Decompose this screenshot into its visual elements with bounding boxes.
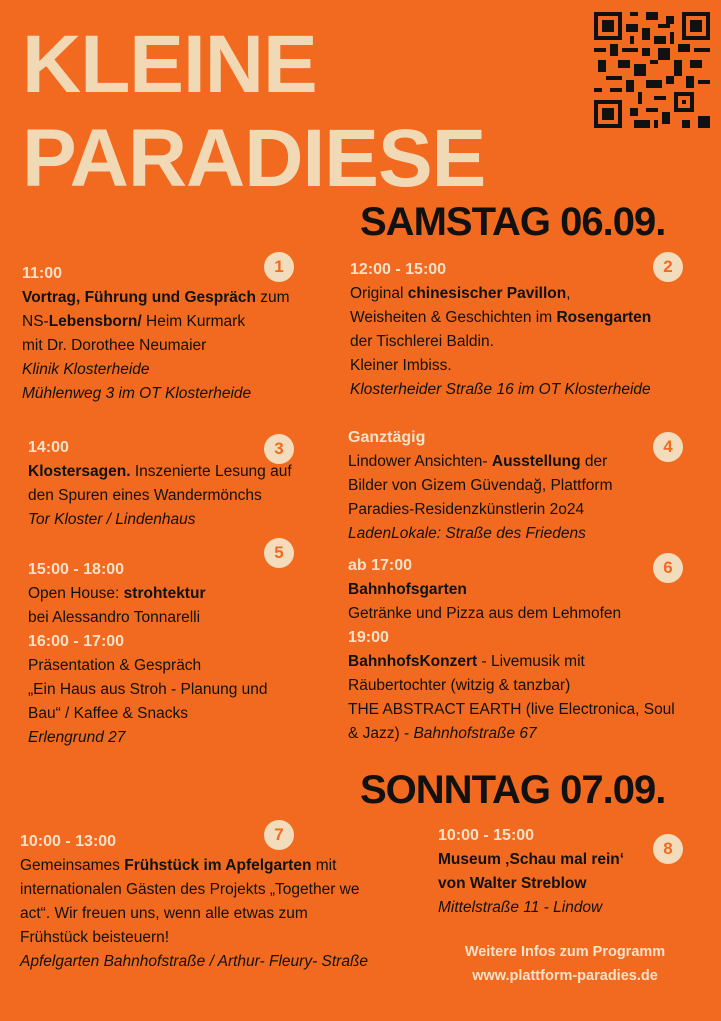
- event-2: [350, 258, 710, 402]
- title-line-1: KLEINE: [22, 19, 317, 110]
- event-4-time: Ganztägig: [348, 429, 426, 446]
- footer-info: [440, 940, 690, 988]
- event-1-speaker: mit Dr. Dorothee Neumaier: [22, 337, 207, 354]
- event-1-text: zum: [255, 289, 290, 306]
- event-1-time: 11:00: [22, 265, 63, 282]
- event-6-time-1: ab 17:00: [348, 557, 413, 574]
- event-6-text: Getränke und Pizza aus dem Lehmofen: [348, 605, 622, 622]
- event-5-time-2: 16:00 - 17:00: [28, 633, 125, 650]
- event-1: [22, 262, 332, 406]
- event-2-highlight: Rosengarten: [556, 309, 652, 326]
- event-4-number-badge: 4: [653, 432, 683, 462]
- poster-title: [22, 18, 485, 206]
- event-6-text: Räubertochter (witzig & tanzbar): [348, 677, 571, 694]
- event-4-text: Paradies-Residenzkünstlerin 2o24: [348, 501, 585, 518]
- event-5-text: Präsentation & Gespräch: [28, 657, 202, 674]
- sunday-heading: SONNTAG 07.09.: [360, 768, 666, 812]
- event-1-address: Mühlenweg 3 im OT Klosterheide: [22, 385, 252, 402]
- event-2-text: Original: [350, 285, 408, 302]
- event-3-time: 14:00: [28, 439, 69, 456]
- event-8-title: Museum ‚Schau mal rein‘: [438, 851, 625, 868]
- event-3-text: den Spuren eines Wandermönchs: [28, 487, 262, 504]
- event-8-time: 10:00 - 15:00: [438, 827, 535, 844]
- event-2-text: Weisheiten & Geschichten im: [350, 309, 557, 326]
- event-8-address: Mittelstraße 11 - Lindow: [438, 899, 603, 916]
- footer-info-text: Weitere Infos zum Programm: [464, 944, 666, 960]
- event-7-text: act“. Wir freuen uns, wenn alle etwas zum: [20, 905, 308, 922]
- event-5-highlight: strohtektur: [123, 585, 206, 602]
- event-2-time: 12:00 - 15:00: [350, 261, 447, 278]
- event-1-title: Vortrag, Führung und Gespräch: [22, 289, 256, 306]
- event-5-text: Bau“ / Kaffee & Snacks: [28, 705, 188, 722]
- event-6-number-badge: 6: [653, 553, 683, 583]
- title-line-2: PARADIESE: [22, 113, 486, 204]
- qr-code-icon[interactable]: [594, 12, 710, 128]
- event-6-text: - Livemusik mit: [477, 653, 585, 670]
- event-5-text: bei Alessandro Tonnarelli: [28, 609, 201, 626]
- event-5-address: Erlengrund 27: [28, 729, 126, 746]
- event-4-text: der: [580, 453, 608, 470]
- event-7-text: Gemeinsames: [20, 857, 125, 874]
- event-3-number-badge: 3: [264, 434, 294, 464]
- event-5-text: Open House:: [28, 585, 124, 602]
- event-7-highlight: Frühstück im Apfelgarten: [124, 857, 312, 874]
- event-2-text: ,: [566, 285, 571, 302]
- event-6-address: Bahnhofstraße 67: [413, 725, 537, 742]
- event-4-highlight: Ausstellung: [491, 453, 581, 470]
- event-1-number-badge: 1: [264, 252, 294, 282]
- event-2-text: Kleiner Imbiss.: [350, 357, 452, 374]
- event-2-text: der Tischlerei Baldin.: [350, 333, 494, 350]
- event-1-text: Heim Kurmark: [141, 313, 246, 330]
- event-7: [20, 830, 425, 974]
- event-7-time: 10:00 - 13:00: [20, 833, 117, 850]
- event-4-text: Lindower Ansichten-: [348, 453, 492, 470]
- event-4: [348, 426, 648, 546]
- event-5: [28, 558, 338, 750]
- event-4-location: LadenLokale: Straße des Friedens: [348, 525, 586, 542]
- event-5-time-1: 15:00 - 18:00: [28, 561, 125, 578]
- event-6-title: Bahnhofsgarten: [348, 581, 467, 598]
- event-2-number-badge: 2: [653, 252, 683, 282]
- event-3-title: Klostersagen.: [28, 463, 131, 480]
- footer-website-link[interactable]: www.plattform-paradies.de: [472, 968, 658, 984]
- saturday-heading: SAMSTAG 06.09.: [360, 200, 666, 244]
- event-6: [348, 554, 710, 746]
- event-8-subtitle: von Walter Streblow: [438, 875, 587, 892]
- event-5-text: „Ein Haus aus Stroh - Planung und: [28, 681, 268, 698]
- event-1-highlight: Lebensborn/: [48, 313, 142, 330]
- event-7-text: mit: [311, 857, 337, 874]
- event-7-number-badge: 7: [264, 820, 294, 850]
- event-3: [28, 436, 338, 532]
- event-8: [438, 824, 658, 920]
- event-2-address: Klosterheider Straße 16 im OT Klosterheide: [350, 381, 651, 398]
- event-4-text: Bilder von Gizem Güvendağ, Plattform: [348, 477, 613, 494]
- event-6-highlight: BahnhofsKonzert: [348, 653, 478, 670]
- event-6-time-2: 19:00: [348, 629, 389, 646]
- event-1-location: Klinik Klosterheide: [22, 361, 150, 378]
- event-8-number-badge: 8: [653, 834, 683, 864]
- event-7-text: Frühstück beisteuern!: [20, 929, 170, 946]
- event-1-text: NS-: [22, 313, 49, 330]
- event-7-address: Apfelgarten Bahnhofstraße / Arthur- Fleury- Straße: [20, 953, 369, 970]
- event-3-location: Tor Kloster / Lindenhaus: [28, 511, 196, 528]
- event-5-number-badge: 5: [264, 538, 294, 568]
- event-6-text: THE ABSTRACT EARTH (live Electronica, Soul: [348, 701, 675, 718]
- event-6-text: & Jazz) -: [348, 725, 414, 742]
- event-3-text: Inszenierte Lesung auf: [130, 463, 292, 480]
- event-2-highlight: chinesischer Pavillon: [407, 285, 567, 302]
- event-7-text: internationalen Gästen des Projekts „Together we: [20, 881, 360, 898]
